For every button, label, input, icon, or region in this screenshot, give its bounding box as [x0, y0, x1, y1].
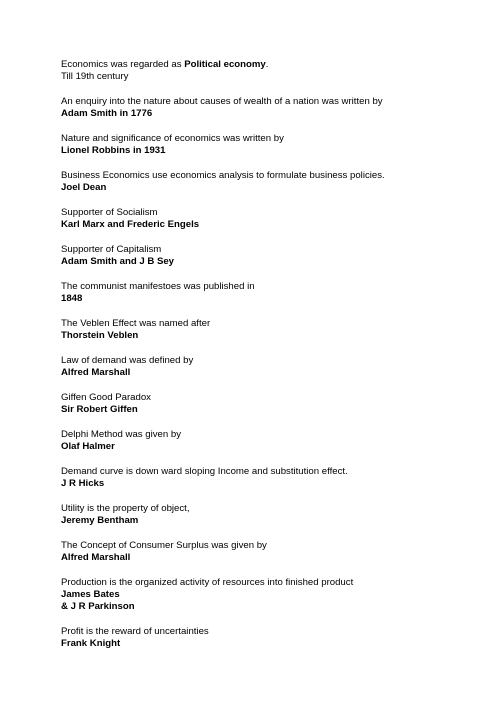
question-text: The Concept of Consumer Surplus was given by [61, 539, 267, 551]
qa-entry [61, 281, 481, 306]
qa-entry [61, 96, 481, 121]
answer-text: Alfred Marshall [61, 552, 131, 564]
intro-bold-term: Political economy [184, 59, 266, 70]
answer-text: & J R Parkinson [61, 601, 135, 613]
answer-text: James Bates [61, 589, 120, 601]
question-text: Supporter of Capitalism [61, 243, 162, 255]
answer-text: Sir Robert Giffen [61, 404, 138, 416]
question-text: Delphi Method was given by [61, 428, 181, 440]
qa-entry [61, 466, 481, 491]
qa-entry [61, 626, 481, 651]
question-text: The communist manifestoes was published in [61, 280, 255, 292]
answer-text: Frank Knight [61, 638, 121, 650]
question-text: Supporter of Socialism [61, 206, 158, 218]
qa-entry [61, 207, 481, 232]
question-text: Profit is the reward of uncertainties [61, 626, 209, 638]
answer-text: Adam Smith in 1776 [61, 108, 153, 120]
answer-text: 1848 [61, 293, 83, 305]
question-text: Nature and significance of economics was written by [61, 132, 284, 144]
answer-text: Thorstein Veblen [61, 330, 139, 342]
qa-entry [61, 318, 481, 343]
answer-text: Lionel Robbins in 1931 [61, 145, 166, 157]
answer-text: Alfred Marshall [61, 367, 131, 379]
question-text: An enquiry into the nature about causes of wealth of a nation was written by [61, 95, 383, 107]
qa-entry [61, 170, 481, 195]
answer-text: Jeremy Bentham [61, 515, 139, 527]
qa-entry [61, 392, 481, 417]
answer-text: Adam Smith and J B Sey [61, 256, 175, 268]
intro-subline: Till 19th century [61, 71, 129, 83]
answer-text: Olaf Halmer [61, 441, 115, 453]
question-text: Production is the organized activity of resources into finished product [61, 576, 354, 588]
question-text: Law of demand was defined by [61, 354, 194, 366]
question-text: The Veblen Effect was named after [61, 317, 211, 329]
question-text: Giffen Good Paradox [61, 391, 151, 403]
qa-entry [61, 577, 481, 614]
qa-entry [61, 503, 481, 528]
intro-entry [61, 59, 481, 84]
question-text: Demand curve is down ward sloping Income and substitution effect. [61, 465, 348, 477]
qa-entry [61, 133, 481, 158]
intro-prefix: Economics was regarded as [61, 59, 185, 70]
answer-text: J R Hicks [61, 478, 105, 490]
question-text: Business Economics use economics analysis to formulate business policies. [61, 169, 385, 181]
qa-entry [61, 355, 481, 380]
qa-entry [61, 429, 481, 454]
intro-line [61, 59, 481, 71]
answer-text: Karl Marx and Frederic Engels [61, 219, 200, 231]
answer-text: Joel Dean [61, 182, 107, 194]
document-page [61, 59, 481, 663]
qa-entry [61, 244, 481, 269]
question-text: Utility is the property of object, [61, 502, 190, 514]
intro-suffix: . [265, 59, 269, 70]
qa-entry [61, 540, 481, 565]
